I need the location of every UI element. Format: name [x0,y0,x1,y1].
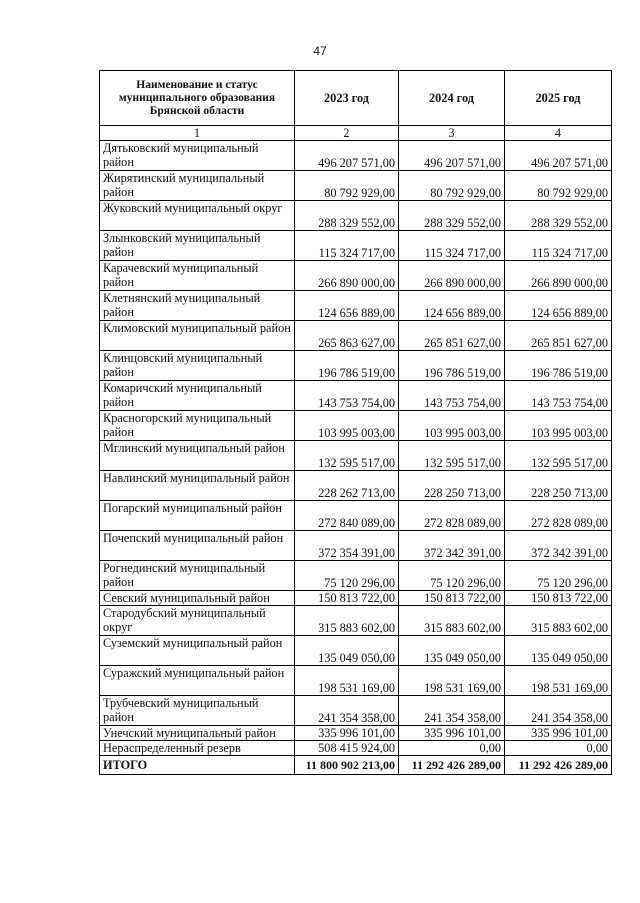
value-2025: 496 207 571,00 [505,141,612,171]
column-number: 1 [100,126,295,141]
table-row [100,171,612,201]
value-2024: 135 049 050,00 [399,636,505,666]
table-row [100,531,612,561]
value-2025: 75 120 296,00 [505,561,612,591]
value-2023: 315 883 602,00 [295,606,399,636]
value-2024: 496 207 571,00 [399,141,505,171]
row-name: Суражский муниципальный район [100,666,295,696]
value-2023: 288 329 552,00 [295,201,399,231]
table-row [100,606,612,636]
value-2024: 124 656 889,00 [399,291,505,321]
row-name: Севский муниципальный район [100,591,295,606]
column-number: 3 [399,126,505,141]
value-2023: 228 262 713,00 [295,471,399,501]
table-row [100,351,612,381]
row-name: Комаричский муниципальный район [100,381,295,411]
header-2025: 2025 год [505,71,612,126]
value-2025: 103 995 003,00 [505,411,612,441]
value-2023: 335 996 101,00 [295,726,399,741]
row-name: Навлинский муниципальный район [100,471,295,501]
table-row [100,471,612,501]
value-2025: 315 883 602,00 [505,606,612,636]
row-name: Погарский муниципальный район [100,501,295,531]
value-2024: 198 531 169,00 [399,666,505,696]
value-2024: 150 813 722,00 [399,591,505,606]
value-2025: 228 250 713,00 [505,471,612,501]
row-name: Красногорский муниципальный район [100,411,295,441]
value-2023: 508 415 924,00 [295,741,399,756]
table-row [100,696,612,726]
value-2025: 241 354 358,00 [505,696,612,726]
value-2025: 135 049 050,00 [505,636,612,666]
value-2023: 266 890 000,00 [295,261,399,291]
header-2024: 2024 год [399,71,505,126]
table-row [100,201,612,231]
column-number-row [100,126,612,141]
value-2023: 135 049 050,00 [295,636,399,666]
total-2024: 11 292 426 289,00 [399,756,505,775]
value-2023: 143 753 754,00 [295,381,399,411]
table-row [100,321,612,351]
row-name: Суземский муниципальный район [100,636,295,666]
value-2023: 496 207 571,00 [295,141,399,171]
row-name: Стародубский муниципальный округ [100,606,295,636]
total-row [100,756,612,775]
row-name: Трубчевский муниципальный район [100,696,295,726]
value-2025: 143 753 754,00 [505,381,612,411]
row-name: Климовский муниципальный район [100,321,295,351]
value-2025: 0,00 [505,741,612,756]
row-name: Клинцовский муниципальный район [100,351,295,381]
table-row [100,501,612,531]
value-2025: 266 890 000,00 [505,261,612,291]
value-2023: 124 656 889,00 [295,291,399,321]
value-2025: 265 851 627,00 [505,321,612,351]
value-2025: 196 786 519,00 [505,351,612,381]
value-2023: 372 354 391,00 [295,531,399,561]
row-name: Дятьковский муниципальный район [100,141,295,171]
table-row [100,591,612,606]
table-body [100,126,612,775]
value-2024: 196 786 519,00 [399,351,505,381]
value-2025: 115 324 717,00 [505,231,612,261]
table-row [100,666,612,696]
value-2023: 241 354 358,00 [295,696,399,726]
value-2024: 272 828 089,00 [399,501,505,531]
total-2023: 11 800 902 213,00 [295,756,399,775]
value-2024: 115 324 717,00 [399,231,505,261]
value-2023: 132 595 517,00 [295,441,399,471]
row-name: Карачевский муниципальный район [100,261,295,291]
value-2024: 132 595 517,00 [399,441,505,471]
value-2023: 115 324 717,00 [295,231,399,261]
value-2024: 265 851 627,00 [399,321,505,351]
table-row [100,411,612,441]
row-name: Жирятинский муниципальный район [100,171,295,201]
value-2023: 75 120 296,00 [295,561,399,591]
value-2024: 241 354 358,00 [399,696,505,726]
value-2024: 266 890 000,00 [399,261,505,291]
table-row [100,381,612,411]
value-2024: 288 329 552,00 [399,201,505,231]
value-2024: 143 753 754,00 [399,381,505,411]
value-2025: 124 656 889,00 [505,291,612,321]
budget-table [99,70,612,775]
row-name: Клетнянский муниципальный район [100,291,295,321]
value-2025: 80 792 929,00 [505,171,612,201]
value-2023: 80 792 929,00 [295,171,399,201]
value-2025: 132 595 517,00 [505,441,612,471]
value-2024: 80 792 929,00 [399,171,505,201]
value-2025: 198 531 169,00 [505,666,612,696]
table-row [100,141,612,171]
row-name: Мглинский муниципальный район [100,441,295,471]
row-name: Жуковский муниципальный округ [100,201,295,231]
header-2023: 2023 год [295,71,399,126]
value-2025: 372 342 391,00 [505,531,612,561]
value-2024: 0,00 [399,741,505,756]
row-name: Почепский муниципальный район [100,531,295,561]
header-name: Наименование и статус муниципального образования Брянской области [100,71,295,126]
value-2024: 75 120 296,00 [399,561,505,591]
table-row [100,291,612,321]
value-2024: 372 342 391,00 [399,531,505,561]
value-2023: 272 840 089,00 [295,501,399,531]
table-row [100,741,612,756]
column-number: 2 [295,126,399,141]
row-name: Нераспределенный резерв [100,741,295,756]
column-number: 4 [505,126,612,141]
value-2023: 265 863 627,00 [295,321,399,351]
page-number: 47 [313,44,327,58]
row-name: Рогнединский муниципальный район [100,561,295,591]
row-name: Злынковский муниципальный район [100,231,295,261]
value-2024: 228 250 713,00 [399,471,505,501]
value-2025: 335 996 101,00 [505,726,612,741]
table-row [100,441,612,471]
table-row [100,261,612,291]
table-header [100,71,612,126]
table-row [100,726,612,741]
table-row [100,561,612,591]
total-2025: 11 292 426 289,00 [505,756,612,775]
value-2025: 272 828 089,00 [505,501,612,531]
row-name: Унечский муниципальный район [100,726,295,741]
table-row [100,636,612,666]
value-2024: 103 995 003,00 [399,411,505,441]
value-2025: 288 329 552,00 [505,201,612,231]
value-2024: 335 996 101,00 [399,726,505,741]
value-2025: 150 813 722,00 [505,591,612,606]
header-row [100,71,612,126]
table-row [100,231,612,261]
value-2023: 196 786 519,00 [295,351,399,381]
value-2023: 150 813 722,00 [295,591,399,606]
total-label: ИТОГО [100,756,295,775]
value-2023: 198 531 169,00 [295,666,399,696]
value-2024: 315 883 602,00 [399,606,505,636]
value-2023: 103 995 003,00 [295,411,399,441]
